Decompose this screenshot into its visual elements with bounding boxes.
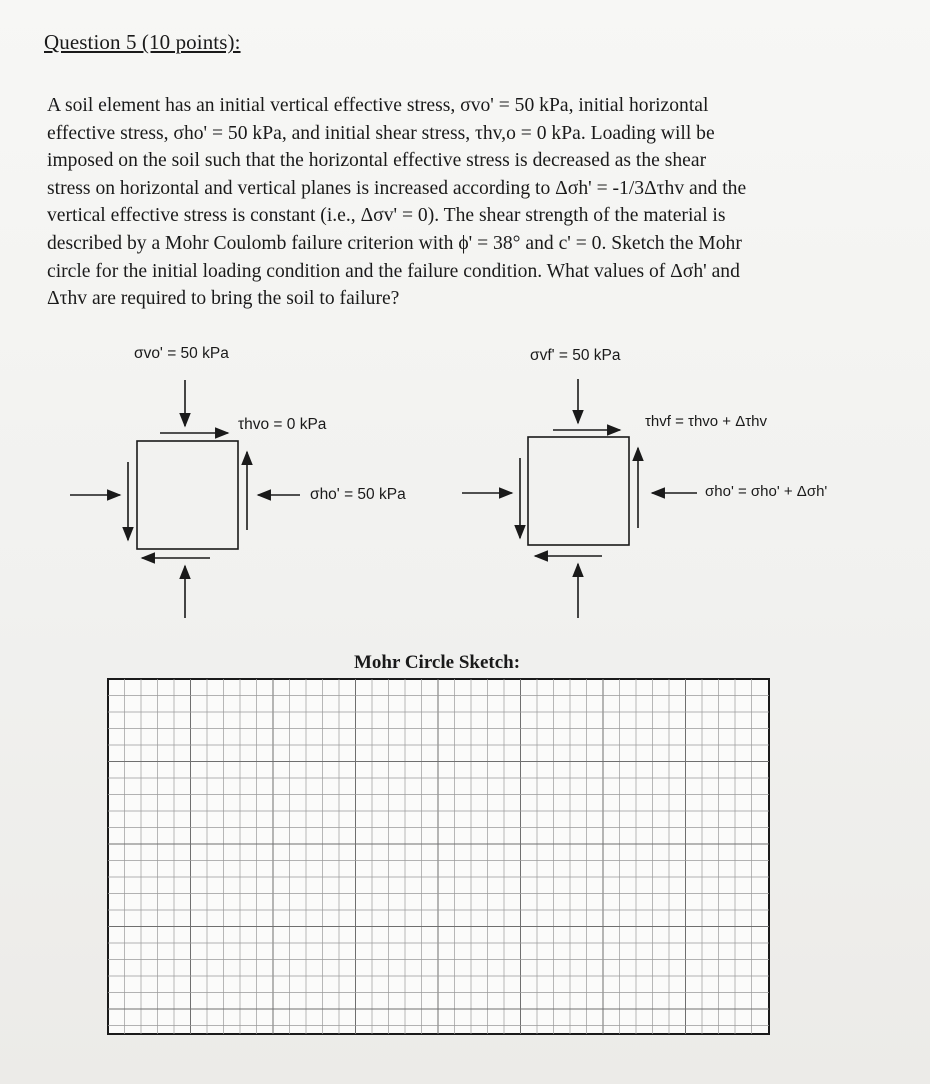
- question-line-1: A soil element has an initial vertical effective stress, σvo' = 50 kPa, initial horizontal: [47, 95, 709, 116]
- mohr-grid: [108, 679, 769, 1034]
- question-line-2: effective stress, σho' = 50 kPa, and initial shear stress, τhv,o = 0 kPa. Loading will be: [47, 122, 715, 144]
- question-line-3: imposed on the soil such that the horizontal effective stress is decreased as the shear: [47, 150, 707, 172]
- question-line-6: described by a Mohr Coulomb failure criterion with ϕ' = 38° and c' = 0. Sketch the Mohr: [47, 232, 742, 254]
- question-title: Question 5 (10 points):: [44, 30, 241, 54]
- sigma-hf-label: σho' = σho' + Δσh': [705, 483, 828, 500]
- sigma-ho-label: σho' = 50 kPa: [310, 486, 406, 503]
- final-soil-element-box: [528, 437, 629, 545]
- question-line-7: circle for the initial loading condition and the failure condition. What values of Δσh' and: [47, 260, 740, 282]
- question-line-4: stress on horizontal and vertical planes is increased according to Δσh' = -1/3Δτhv and the: [47, 177, 747, 199]
- sigma-vo-label: σvo' = 50 kPa: [134, 345, 229, 362]
- sigma-vf-label: σvf' = 50 kPa: [530, 347, 621, 364]
- question-line-8: Δτhv are required to bring the soil to failure?: [47, 288, 400, 310]
- tau-hvf-label: τhvf = τhvo + Δτhv: [645, 413, 768, 430]
- initial-soil-element-box: [137, 441, 238, 549]
- question-line-5: vertical effective stress is constant (i.e., Δσv' = 0). The shear strength of the material is: [47, 205, 726, 227]
- mohr-sketch-caption: Mohr Circle Sketch:: [354, 652, 521, 673]
- tau-hvo-label: τhvo = 0 kPa: [238, 416, 327, 433]
